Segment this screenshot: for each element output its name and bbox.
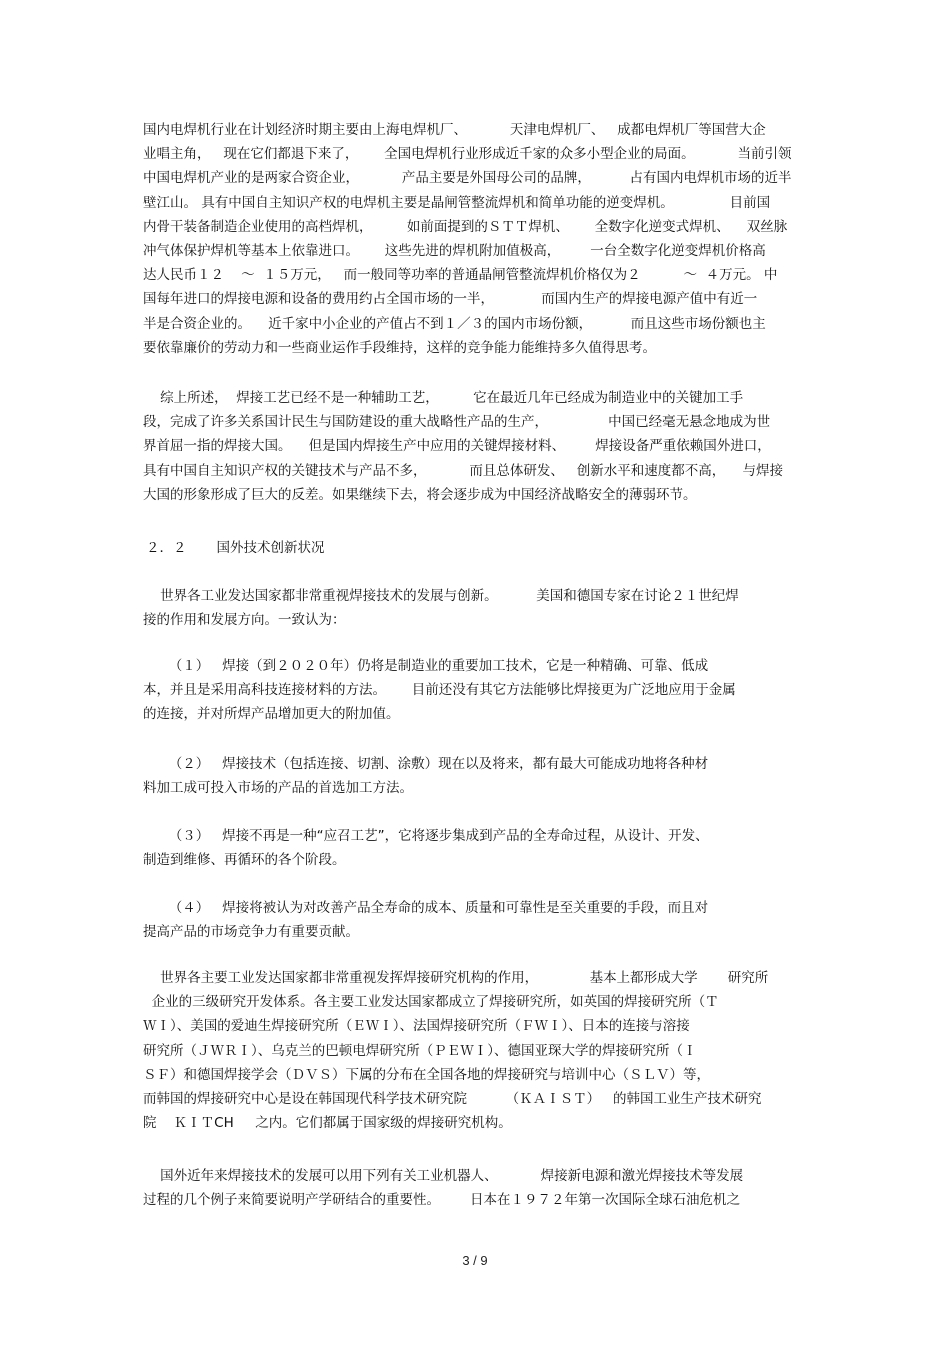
text-line: 料加工成可投入市场的产品的首选加工方法。 — [143, 780, 413, 797]
text-line: 世界各工业发达国家都非常重视焊接技术的发展与创新。 美国和德国专家在讨论２１世纪焊 — [143, 588, 739, 604]
text-line: 本，并且是采用高科技连接材料的方法。 目前还没有其它方法能够比焊接更为广泛地应用于金属 — [143, 682, 736, 699]
text-line: 国外近年来焊接技术的发展可以用下列有关工业机器人、 焊接新电源和激光焊接技术等发展 — [143, 1168, 744, 1184]
text-line: 研究所（ＪＷＲＩ）、乌克兰的巴顿电焊研究所（ＰＥＷＩ）、德国亚琛大学的焊接研究所（Ｉ — [143, 1042, 697, 1059]
text-line: 大国的形象形成了巨大的反差。如果继续下去，将会逐步成为中国经济战略安全的薄弱环节。 — [143, 486, 697, 503]
text-line: （１） 焊接（到２０２０年）仍将是制造业的重要加工技术，它是一种精确、可靠、低成 — [143, 658, 709, 674]
text-line: 国每年进口的焊接电源和设备的费用约占全国市场的一半， 而国内生产的焊接电源产值中有近一 — [143, 291, 758, 308]
section-heading — [146, 538, 325, 558]
text-line: 制造到维修、再循环的各个阶段。 — [143, 852, 346, 869]
text-line: 冲气体保护焊机等基本上依靠进口。 这些先进的焊机附加值极高， 一台全数字化逆变焊机价格高 — [143, 243, 766, 259]
text-line: 世界各主要工业发达国家都非常重视发挥焊接研究机构的作用， 基本上都形成大学 研究所 — [143, 970, 769, 986]
text-line: 要依靠廉价的劳动力和一些商业运作手段维持，这样的竞争能力能维持多久值得思考。 — [143, 339, 656, 356]
section-title: 国外技术创新状况 — [216, 540, 325, 556]
text-line: 半是合资企业的。 近千家中小企业的产值占不到１／３的国内市场份额， 而且这些市场份额也主 — [143, 315, 766, 332]
text-line: （２） 焊接技术（包括连接、切割、涂敷）现在以及将来，都有最大可能成功地将各种材 — [143, 756, 709, 772]
text-line: （４） 焊接将被认为对改善产品全寿命的成本、质量和可靠性是至关重要的手段，而且对 — [143, 900, 709, 916]
text-line: 的连接，并对所焊产品增加更大的附加值。 — [143, 706, 400, 723]
text-line: 接的作用和发展方向。一致认为： — [143, 612, 346, 629]
text-line: ＷＩ）、美国的爱迪生焊接研究所（ＥＷＩ）、法国焊接研究所（ＦＷＩ）、日本的连接与溶接 — [143, 1018, 690, 1035]
text-line: 壁江山。 具有中国自主知识产权的电焊机主要是晶闸管整流焊机和简单功能的逆变焊机。 目前国 — [143, 194, 771, 211]
text-line: 提高产品的市场竞争力有重要贡献。 — [143, 924, 359, 941]
text-line: 企业的三级研究开发体系。各主要工业发达国家都成立了焊接研究所，如英国的焊接研究所（Ｔ — [143, 994, 719, 1011]
text-line: 内骨干装备制造企业使用的高档焊机， 如前面提到的ＳＴＴ焊机、 全数字化逆变式焊机、 双丝脉 — [143, 218, 788, 235]
text-line: 综上所述， 焊接工艺已经不是一种辅助工艺， 它在最近几年已经成为制造业中的关键加工手 — [143, 390, 744, 406]
text-line: 而韩国的焊接研究中心是设在韩国现代科学技术研究院 （ＫＡＩＳＴ） 的韩国工业生产技术研究 — [143, 1091, 762, 1107]
text-line: 过程的几个例子来简要说明产学研结合的重要性。 日本在１９７２年第一次国际全球石油危机之 — [143, 1192, 741, 1209]
text-line: 界首屈一指的焊接大国。 但是国内焊接生产中应用的关键焊接材料、 焊接设备严重依赖国外进口， — [143, 438, 771, 455]
text-line: 业唱主角， 现在它们都退下来了， 全国电焊机行业形成近千家的众多小型企业的局面。 当前引领 — [143, 146, 792, 163]
section-number: ２．２ — [146, 540, 187, 556]
text-line: 达人民币１２ ～ １５万元， 而一般同等功率的普通晶闸管整流焊机价格仅为２ ～ ４万元。 中 — [143, 267, 778, 284]
text-line: 院 ＫＩＴCH 之内。它们都属于国家级的焊接研究机构。 — [143, 1115, 512, 1132]
text-line: 国内电焊机行业在计划经济时期主要由上海电焊机厂、 天津电焊机厂、 成都电焊机厂等国营大企 — [143, 122, 766, 138]
text-line: 具有中国自主知识产权的关键技术与产品不多， 而且总体研发、 创新水平和速度都不高， 与焊接 — [143, 462, 783, 479]
page-number: 3 / 9 — [462, 1253, 488, 1268]
text-line: ＳＦ）和德国焊接学会（ＤＶＳ）下属的分布在全国各地的焊接研究与培训中心（ＳＬＶ）等， — [143, 1066, 710, 1083]
text-line: 中国电焊机产业的是两家合资企业， 产品主要是外国母公司的品牌， 占有国内电焊机市场的近半 — [143, 170, 792, 187]
text-line: 段，完成了许多关系国计民生与国防建设的重大战略性产品的生产， 中国已经毫无悬念地成为世 — [143, 414, 771, 431]
text-line: （３） 焊接不再是一种“应召工艺”，它将逐步集成到产品的全寿命过程，从设计、开发、 — [143, 828, 709, 844]
